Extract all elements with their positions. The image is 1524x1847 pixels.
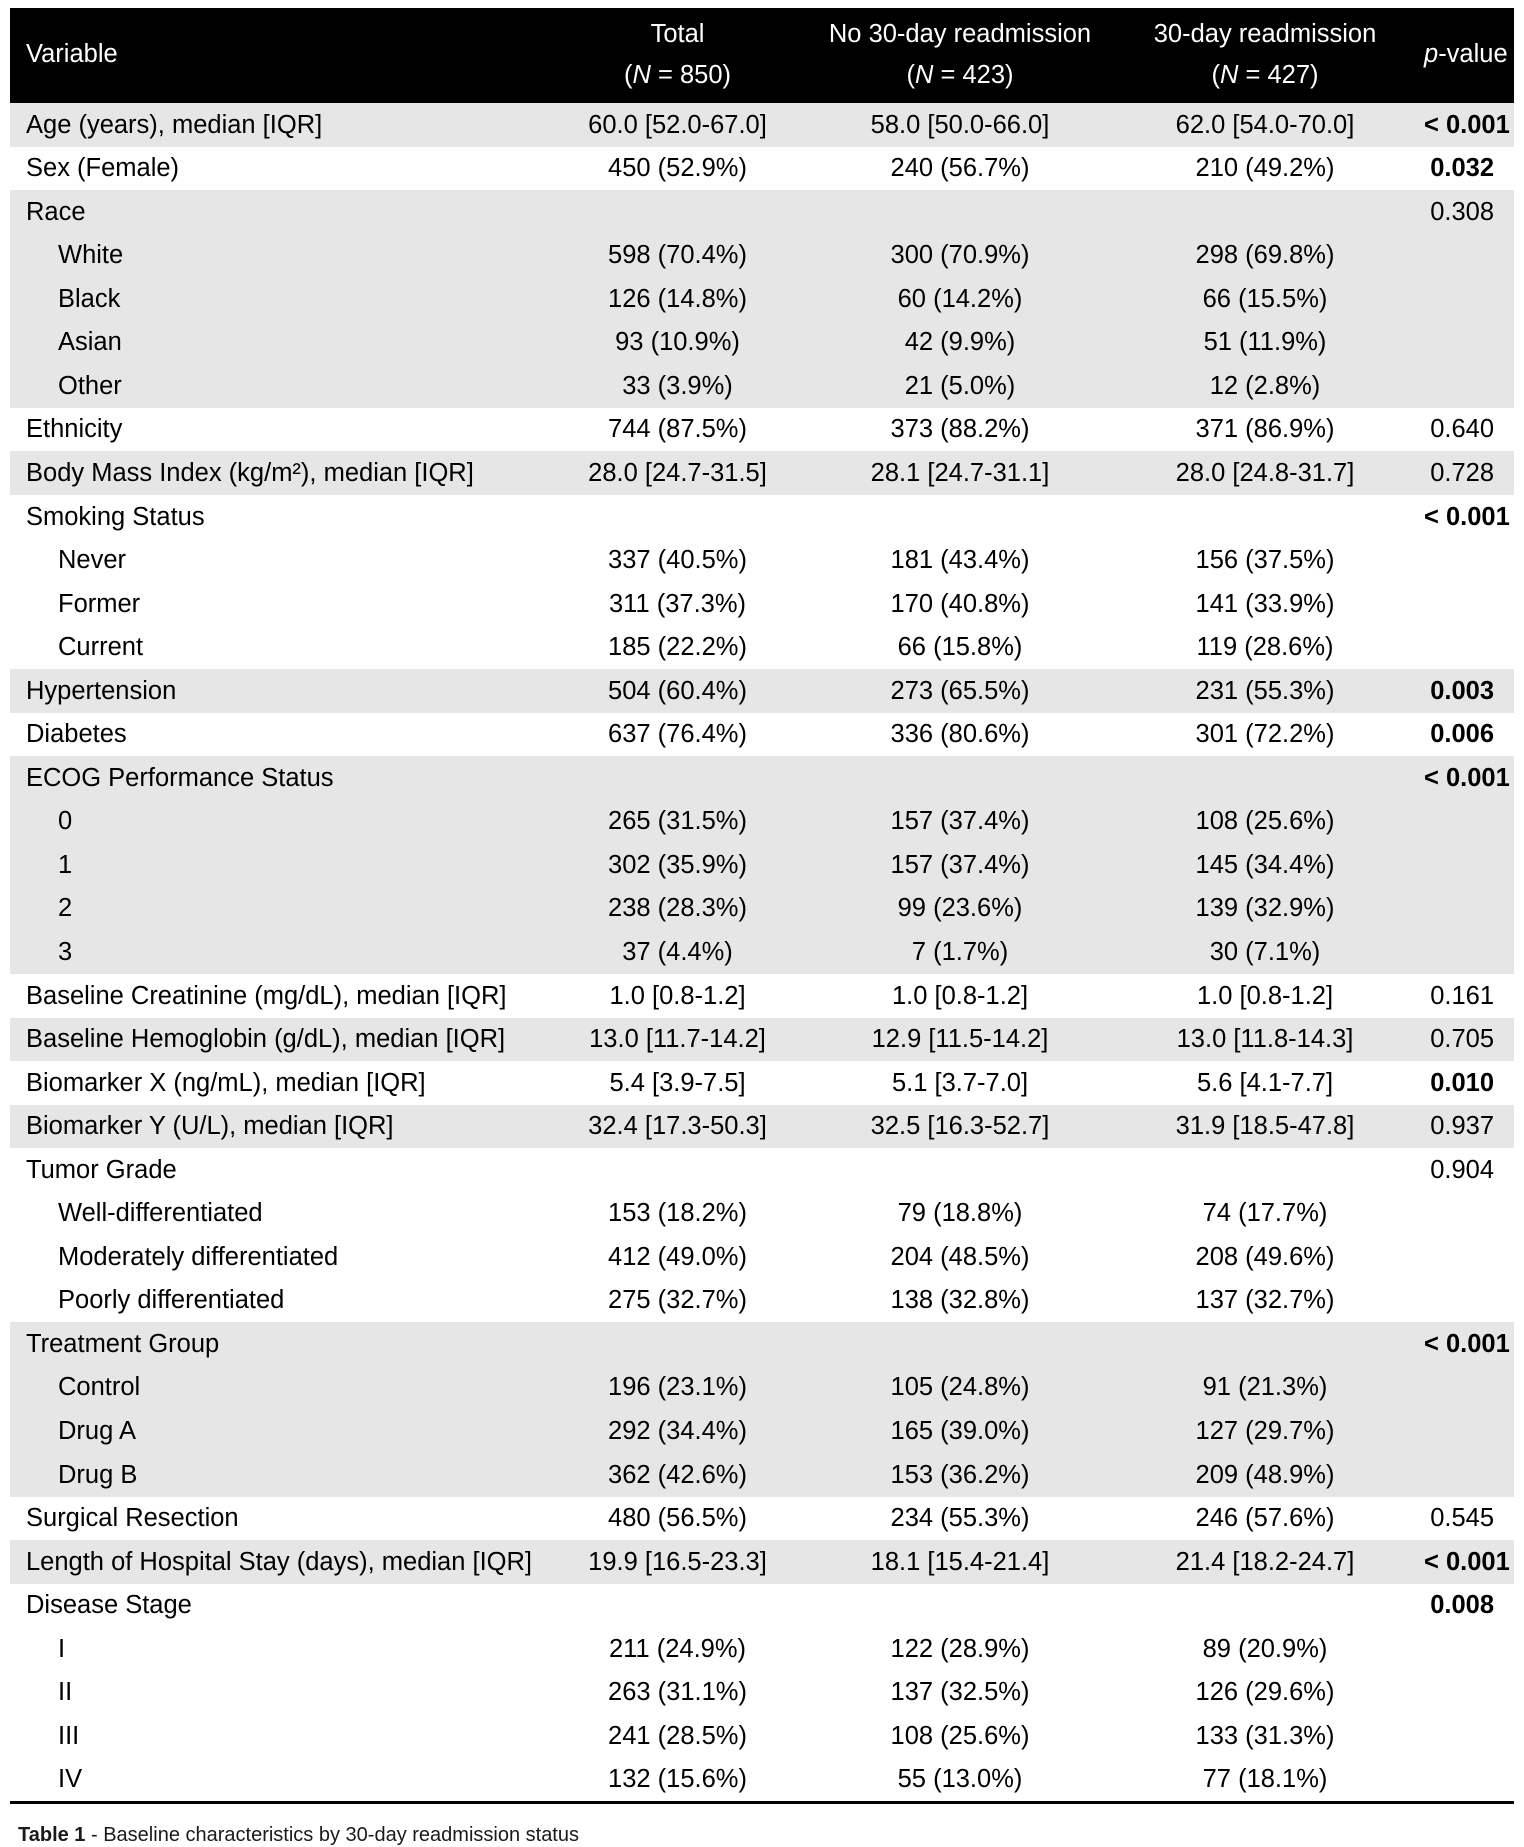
cell-readmission: 246 (57.6%) <box>1120 1497 1410 1541</box>
cell-no-readmission: 58.0 [50.0-66.0] <box>800 103 1120 147</box>
cell-pvalue: 0.705 <box>1410 1018 1514 1062</box>
cell-total: 33 (3.9%) <box>555 364 800 408</box>
cell-no-readmission: 60 (14.2%) <box>800 277 1120 321</box>
cell-total: 311 (37.3%) <box>555 582 800 626</box>
row-sublabel: 0 <box>10 800 555 844</box>
cell-total: 504 (60.4%) <box>555 669 800 713</box>
row-sublabel: III <box>10 1714 555 1758</box>
column-header-no-readmission-label: No 30-day readmission <box>828 20 1092 48</box>
cell-total <box>555 190 800 234</box>
cell-total: 362 (42.6%) <box>555 1453 800 1497</box>
table-row <box>10 495 1514 539</box>
cell-readmission <box>1120 1322 1410 1366</box>
cell-pvalue: < 0.001 <box>1410 756 1514 800</box>
table-row <box>10 1061 1514 1105</box>
table-row <box>10 1192 1514 1236</box>
cell-total: 292 (34.4%) <box>555 1410 800 1454</box>
column-header-no-readmission-n: (N = 423) <box>906 60 1014 89</box>
table-row <box>10 1148 1514 1192</box>
cell-no-readmission <box>800 1322 1120 1366</box>
row-sublabel: Well-differentiated <box>10 1192 555 1236</box>
cell-no-readmission <box>800 495 1120 539</box>
column-header-variable <box>10 8 555 103</box>
row-sublabel: White <box>10 234 555 278</box>
cell-readmission: 62.0 [54.0-70.0] <box>1120 103 1410 147</box>
row-sublabel: Black <box>10 277 555 321</box>
cell-readmission <box>1120 1584 1410 1628</box>
cell-pvalue <box>1410 1410 1514 1454</box>
row-label: Race <box>10 190 555 234</box>
table-row <box>10 1410 1514 1454</box>
column-header-readmission-n: (N = 427) <box>1211 60 1319 89</box>
cell-no-readmission: 138 (32.8%) <box>800 1279 1120 1323</box>
cell-total <box>555 495 800 539</box>
cell-no-readmission: 5.1 [3.7-7.0] <box>800 1061 1120 1105</box>
table-row <box>10 147 1514 191</box>
cell-pvalue: 0.545 <box>1410 1497 1514 1541</box>
baseline-characteristics-table <box>10 8 1514 1804</box>
cell-no-readmission: 66 (15.8%) <box>800 626 1120 670</box>
row-sublabel: Drug A <box>10 1410 555 1454</box>
cell-pvalue: 0.937 <box>1410 1105 1514 1149</box>
cell-total: 450 (52.9%) <box>555 147 800 191</box>
cell-no-readmission: 157 (37.4%) <box>800 800 1120 844</box>
cell-pvalue: 0.010 <box>1410 1061 1514 1105</box>
cell-readmission: 371 (86.9%) <box>1120 408 1410 452</box>
cell-total: 302 (35.9%) <box>555 843 800 887</box>
cell-readmission: 51 (11.9%) <box>1120 321 1410 365</box>
row-sublabel: Never <box>10 539 555 583</box>
row-label: Biomarker X (ng/mL), median [IQR] <box>10 1061 555 1105</box>
cell-pvalue: 0.008 <box>1410 1584 1514 1628</box>
table-row <box>10 582 1514 626</box>
cell-readmission: 141 (33.9%) <box>1120 582 1410 626</box>
cell-no-readmission: 108 (25.6%) <box>800 1714 1120 1758</box>
cell-pvalue <box>1410 1366 1514 1410</box>
table-row <box>10 1453 1514 1497</box>
table-row <box>10 1497 1514 1541</box>
cell-readmission: 145 (34.4%) <box>1120 843 1410 887</box>
cell-pvalue: < 0.001 <box>1410 1322 1514 1366</box>
table-row <box>10 1279 1514 1323</box>
cell-no-readmission: 122 (28.9%) <box>800 1627 1120 1671</box>
cell-total: 185 (22.2%) <box>555 626 800 670</box>
cell-pvalue <box>1410 539 1514 583</box>
cell-pvalue <box>1410 1714 1514 1758</box>
row-label: Treatment Group <box>10 1322 555 1366</box>
column-header-pvalue-label: p-value <box>1424 40 1508 69</box>
cell-readmission: 137 (32.7%) <box>1120 1279 1410 1323</box>
row-label: Smoking Status <box>10 495 555 539</box>
cell-readmission: 30 (7.1%) <box>1120 930 1410 974</box>
cell-total: 153 (18.2%) <box>555 1192 800 1236</box>
row-sublabel: 3 <box>10 930 555 974</box>
cell-total: 241 (28.5%) <box>555 1714 800 1758</box>
table-body <box>10 103 1514 1803</box>
cell-total: 337 (40.5%) <box>555 539 800 583</box>
row-label: ECOG Performance Status <box>10 756 555 800</box>
cell-readmission: 66 (15.5%) <box>1120 277 1410 321</box>
cell-total <box>555 1322 800 1366</box>
table-row <box>10 1758 1514 1803</box>
table-row <box>10 1235 1514 1279</box>
cell-readmission: 127 (29.7%) <box>1120 1410 1410 1454</box>
cell-readmission: 231 (55.3%) <box>1120 669 1410 713</box>
table-row <box>10 887 1514 931</box>
cell-no-readmission: 170 (40.8%) <box>800 582 1120 626</box>
table-row <box>10 1627 1514 1671</box>
cell-readmission: 209 (48.9%) <box>1120 1453 1410 1497</box>
cell-readmission: 108 (25.6%) <box>1120 800 1410 844</box>
cell-no-readmission: 21 (5.0%) <box>800 364 1120 408</box>
cell-readmission <box>1120 756 1410 800</box>
cell-total: 1.0 [0.8-1.2] <box>555 974 800 1018</box>
cell-no-readmission: 105 (24.8%) <box>800 1366 1120 1410</box>
table-row <box>10 713 1514 757</box>
cell-total: 60.0 [52.0-67.0] <box>555 103 800 147</box>
table-row <box>10 1714 1514 1758</box>
column-header-no-readmission <box>800 8 1120 103</box>
cell-no-readmission: 165 (39.0%) <box>800 1410 1120 1454</box>
cell-readmission: 301 (72.2%) <box>1120 713 1410 757</box>
cell-no-readmission: 42 (9.9%) <box>800 321 1120 365</box>
cell-pvalue <box>1410 582 1514 626</box>
cell-pvalue <box>1410 1627 1514 1671</box>
row-label: Biomarker Y (U/L), median [IQR] <box>10 1105 555 1149</box>
cell-pvalue <box>1410 364 1514 408</box>
cell-no-readmission: 336 (80.6%) <box>800 713 1120 757</box>
table-row <box>10 321 1514 365</box>
cell-readmission: 298 (69.8%) <box>1120 234 1410 278</box>
cell-pvalue <box>1410 321 1514 365</box>
cell-pvalue: 0.006 <box>1410 713 1514 757</box>
row-sublabel: Control <box>10 1366 555 1410</box>
cell-no-readmission: 273 (65.5%) <box>800 669 1120 713</box>
row-sublabel: Drug B <box>10 1453 555 1497</box>
cell-readmission: 77 (18.1%) <box>1120 1758 1410 1803</box>
cell-pvalue <box>1410 887 1514 931</box>
cell-total: 263 (31.1%) <box>555 1671 800 1715</box>
column-header-readmission <box>1120 8 1410 103</box>
cell-total: 275 (32.7%) <box>555 1279 800 1323</box>
row-sublabel: 2 <box>10 887 555 931</box>
column-header-total-n: (N = 850) <box>623 60 732 89</box>
cell-pvalue <box>1410 1453 1514 1497</box>
cell-no-readmission: 157 (37.4%) <box>800 843 1120 887</box>
row-label: Age (years), median [IQR] <box>10 103 555 147</box>
row-label: Length of Hospital Stay (days), median [IQR] <box>10 1540 555 1584</box>
row-label: Ethnicity <box>10 408 555 452</box>
cell-total: 637 (76.4%) <box>555 713 800 757</box>
cell-no-readmission: 79 (18.8%) <box>800 1192 1120 1236</box>
cell-total: 19.9 [16.5-23.3] <box>555 1540 800 1584</box>
cell-no-readmission: 234 (55.3%) <box>800 1497 1120 1541</box>
cell-readmission: 28.0 [24.8-31.7] <box>1120 451 1410 495</box>
row-sublabel: I <box>10 1627 555 1671</box>
cell-total <box>555 1148 800 1192</box>
cell-no-readmission <box>800 756 1120 800</box>
row-sublabel: Former <box>10 582 555 626</box>
column-header-total-label: Total <box>650 20 705 48</box>
row-label: Body Mass Index (kg/m²), median [IQR] <box>10 451 555 495</box>
cell-pvalue: 0.003 <box>1410 669 1514 713</box>
table-row <box>10 451 1514 495</box>
cell-no-readmission: 373 (88.2%) <box>800 408 1120 452</box>
cell-total: 93 (10.9%) <box>555 321 800 365</box>
cell-total: 13.0 [11.7-14.2] <box>555 1018 800 1062</box>
cell-pvalue: 0.032 <box>1410 147 1514 191</box>
table-row <box>10 1584 1514 1628</box>
column-header-total <box>555 8 800 103</box>
cell-pvalue <box>1410 800 1514 844</box>
column-header-readmission-label: 30-day readmission <box>1153 20 1377 48</box>
cell-total: 744 (87.5%) <box>555 408 800 452</box>
cell-pvalue <box>1410 1192 1514 1236</box>
table-row <box>10 1671 1514 1715</box>
row-sublabel: II <box>10 1671 555 1715</box>
cell-total: 196 (23.1%) <box>555 1366 800 1410</box>
cell-total: 412 (49.0%) <box>555 1235 800 1279</box>
cell-no-readmission <box>800 190 1120 234</box>
cell-pvalue: 0.308 <box>1410 190 1514 234</box>
cell-no-readmission: 32.5 [16.3-52.7] <box>800 1105 1120 1149</box>
cell-pvalue <box>1410 1235 1514 1279</box>
cell-total: 480 (56.5%) <box>555 1497 800 1541</box>
row-label: Disease Stage <box>10 1584 555 1628</box>
cell-no-readmission: 137 (32.5%) <box>800 1671 1120 1715</box>
cell-total: 238 (28.3%) <box>555 887 800 931</box>
cell-readmission <box>1120 1148 1410 1192</box>
cell-total: 265 (31.5%) <box>555 800 800 844</box>
table-row <box>10 974 1514 1018</box>
row-sublabel: Moderately differentiated <box>10 1235 555 1279</box>
cell-no-readmission: 300 (70.9%) <box>800 234 1120 278</box>
cell-pvalue <box>1410 626 1514 670</box>
cell-pvalue: < 0.001 <box>1410 1540 1514 1584</box>
cell-readmission: 12 (2.8%) <box>1120 364 1410 408</box>
cell-readmission: 126 (29.6%) <box>1120 1671 1410 1715</box>
table-row <box>10 800 1514 844</box>
header-row <box>10 8 1514 103</box>
cell-readmission: 21.4 [18.2-24.7] <box>1120 1540 1410 1584</box>
cell-no-readmission: 204 (48.5%) <box>800 1235 1120 1279</box>
cell-readmission: 208 (49.6%) <box>1120 1235 1410 1279</box>
table-caption-separator: - <box>85 1824 104 1847</box>
row-label: Hypertension <box>10 669 555 713</box>
column-header-pvalue <box>1410 8 1514 103</box>
cell-pvalue: 0.904 <box>1410 1148 1514 1192</box>
table-row <box>10 930 1514 974</box>
cell-pvalue <box>1410 843 1514 887</box>
cell-readmission: 1.0 [0.8-1.2] <box>1120 974 1410 1018</box>
cell-total: 126 (14.8%) <box>555 277 800 321</box>
cell-no-readmission <box>800 1584 1120 1628</box>
cell-readmission <box>1120 190 1410 234</box>
table-row <box>10 234 1514 278</box>
table-row <box>10 669 1514 713</box>
table-row <box>10 1322 1514 1366</box>
cell-total: 37 (4.4%) <box>555 930 800 974</box>
cell-pvalue <box>1410 1279 1514 1323</box>
table-row <box>10 1366 1514 1410</box>
table-row <box>10 364 1514 408</box>
cell-no-readmission: 1.0 [0.8-1.2] <box>800 974 1120 1018</box>
row-sublabel: Current <box>10 626 555 670</box>
cell-no-readmission: 181 (43.4%) <box>800 539 1120 583</box>
table-row <box>10 539 1514 583</box>
row-label: Surgical Resection <box>10 1497 555 1541</box>
cell-no-readmission: 12.9 [11.5-14.2] <box>800 1018 1120 1062</box>
cell-total: 5.4 [3.9-7.5] <box>555 1061 800 1105</box>
cell-total <box>555 1584 800 1628</box>
cell-no-readmission <box>800 1148 1120 1192</box>
table-header <box>10 8 1514 103</box>
row-sublabel: IV <box>10 1758 555 1803</box>
row-sublabel: 1 <box>10 843 555 887</box>
table-row <box>10 408 1514 452</box>
cell-no-readmission: 28.1 [24.7-31.1] <box>800 451 1120 495</box>
row-label: Diabetes <box>10 713 555 757</box>
cell-no-readmission: 240 (56.7%) <box>800 147 1120 191</box>
cell-readmission: 119 (28.6%) <box>1120 626 1410 670</box>
cell-readmission: 139 (32.9%) <box>1120 887 1410 931</box>
cell-readmission: 5.6 [4.1-7.7] <box>1120 1061 1410 1105</box>
table-row <box>10 1105 1514 1149</box>
table-row <box>10 626 1514 670</box>
row-sublabel: Other <box>10 364 555 408</box>
cell-pvalue: 0.161 <box>1410 974 1514 1018</box>
table-row <box>10 1018 1514 1062</box>
cell-readmission: 31.9 [18.5-47.8] <box>1120 1105 1410 1149</box>
row-sublabel: Asian <box>10 321 555 365</box>
table-row <box>10 1540 1514 1584</box>
cell-pvalue <box>1410 930 1514 974</box>
cell-no-readmission: 153 (36.2%) <box>800 1453 1120 1497</box>
cell-pvalue <box>1410 277 1514 321</box>
cell-pvalue: 0.640 <box>1410 408 1514 452</box>
cell-total: 598 (70.4%) <box>555 234 800 278</box>
row-sublabel: Poorly differentiated <box>10 1279 555 1323</box>
cell-no-readmission: 7 (1.7%) <box>800 930 1120 974</box>
cell-readmission: 13.0 [11.8-14.3] <box>1120 1018 1410 1062</box>
cell-pvalue <box>1410 1671 1514 1715</box>
column-header-variable-label: Variable <box>26 40 118 69</box>
cell-total: 28.0 [24.7-31.5] <box>555 451 800 495</box>
cell-no-readmission: 55 (13.0%) <box>800 1758 1120 1803</box>
cell-pvalue <box>1410 1758 1514 1803</box>
row-label: Tumor Grade <box>10 1148 555 1192</box>
cell-pvalue: < 0.001 <box>1410 103 1514 147</box>
table-caption-text: Baseline characteristics by 30-day readmission status <box>103 1824 579 1847</box>
table-row <box>10 843 1514 887</box>
cell-readmission: 156 (37.5%) <box>1120 539 1410 583</box>
cell-total: 211 (24.9%) <box>555 1627 800 1671</box>
cell-readmission: 91 (21.3%) <box>1120 1366 1410 1410</box>
table-row <box>10 756 1514 800</box>
table-row <box>10 190 1514 234</box>
cell-pvalue: < 0.001 <box>1410 495 1514 539</box>
cell-readmission: 210 (49.2%) <box>1120 147 1410 191</box>
cell-readmission: 74 (17.7%) <box>1120 1192 1410 1236</box>
cell-pvalue <box>1410 234 1514 278</box>
cell-readmission: 89 (20.9%) <box>1120 1627 1410 1671</box>
cell-readmission: 133 (31.3%) <box>1120 1714 1410 1758</box>
cell-readmission <box>1120 495 1410 539</box>
table-row <box>10 277 1514 321</box>
row-label: Baseline Hemoglobin (g/dL), median [IQR] <box>10 1018 555 1062</box>
cell-pvalue: 0.728 <box>1410 451 1514 495</box>
row-label: Baseline Creatinine (mg/dL), median [IQR] <box>10 974 555 1018</box>
cell-no-readmission: 18.1 [15.4-21.4] <box>800 1540 1120 1584</box>
cell-total: 132 (15.6%) <box>555 1758 800 1803</box>
table-caption-label: Table 1 <box>18 1824 86 1847</box>
cell-no-readmission: 99 (23.6%) <box>800 887 1120 931</box>
table-row <box>10 103 1514 147</box>
cell-total: 32.4 [17.3-50.3] <box>555 1105 800 1149</box>
row-label: Sex (Female) <box>10 147 555 191</box>
cell-total <box>555 756 800 800</box>
